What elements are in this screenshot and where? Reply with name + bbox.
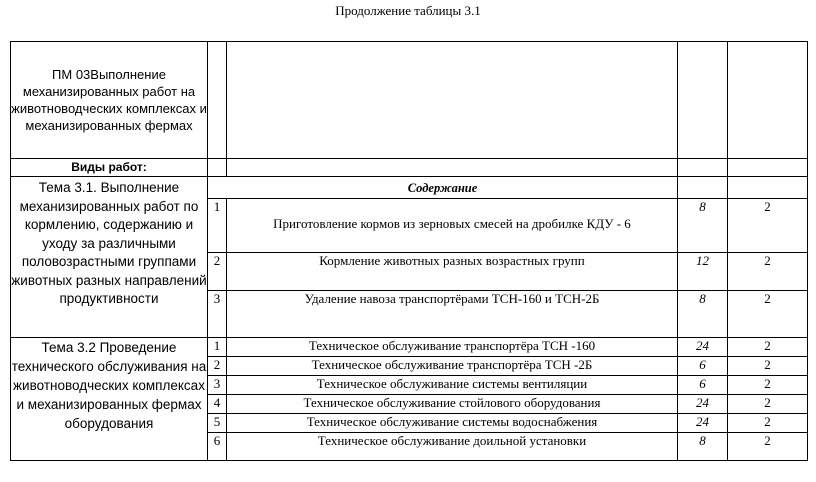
empty-cell [208,42,227,159]
row-number: 2 [208,357,227,376]
row-level: 2 [728,414,808,433]
vidy-rabot-row [11,159,808,177]
empty-cell [728,159,808,177]
row-level: 2 [728,253,808,291]
row-content: Техническое обслуживание системы водоснабжения [227,414,678,433]
tema1-header-row [11,177,808,199]
table-caption: Продолжение таблицы 3.1 [335,3,481,18]
tema2-row-1 [11,338,808,357]
empty-cell [227,159,678,177]
row-number: 4 [208,395,227,414]
program-table [10,41,808,461]
row-hours: 24 [678,338,728,357]
row-content: Приготовление кормов из зерновых смесей на дробилке КДУ - 6 [227,199,678,253]
row-hours: 6 [678,376,728,395]
row-level: 2 [728,433,808,461]
row-hours: 6 [678,357,728,376]
tema2-title: Тема 3.2 Проведение технического обслуживания на животноводческих комплексах и механизированных фермах оборудования [11,338,208,461]
empty-cell [728,42,808,159]
pm-title: ПМ 03Выполнение механизированных работ на животноводческих комплексах и механизированных фермах [11,42,208,159]
row-level: 2 [728,357,808,376]
row-content: Техническое обслуживание транспортёра ТСН -160 [227,338,678,357]
vidy-rabot-label: Виды работ: [11,159,208,177]
row-hours: 8 [678,291,728,338]
row-content: Техническое обслуживание системы вентиляции [227,376,678,395]
empty-cell [678,42,728,159]
tema1-title: Тема 3.1. Выполнение механизированных работ по кормлению, содержанию и уходу за различными половозрастными группами животных разных направлений продуктивности [11,177,208,338]
row-content: Удаление навоза транспортёрами ТСН-160 и ТСН-2Б [227,291,678,338]
row-number: 3 [208,291,227,338]
empty-cell [227,42,678,159]
row-hours: 8 [678,433,728,461]
row-hours: 24 [678,395,728,414]
row-hours: 12 [678,253,728,291]
row-number: 1 [208,338,227,357]
row-level: 2 [728,199,808,253]
row-number: 5 [208,414,227,433]
row-hours: 8 [678,199,728,253]
row-level: 2 [728,291,808,338]
empty-cell [728,177,808,199]
pm-row [11,42,808,159]
row-number: 2 [208,253,227,291]
empty-cell [678,177,728,199]
row-content: Кормление животных разных возрастных групп [227,253,678,291]
row-level: 2 [728,395,808,414]
row-content: Техническое обслуживание стойлового оборудования [227,395,678,414]
content-header: Содержание [208,177,678,199]
row-level: 2 [728,376,808,395]
row-content: Техническое обслуживание доильной установки [227,433,678,461]
row-level: 2 [728,338,808,357]
row-number: 1 [208,199,227,253]
empty-cell [208,159,227,177]
row-hours: 24 [678,414,728,433]
row-number: 3 [208,376,227,395]
empty-cell [678,159,728,177]
row-number: 6 [208,433,227,461]
row-content: Техническое обслуживание транспортёра ТСН -2Б [227,357,678,376]
